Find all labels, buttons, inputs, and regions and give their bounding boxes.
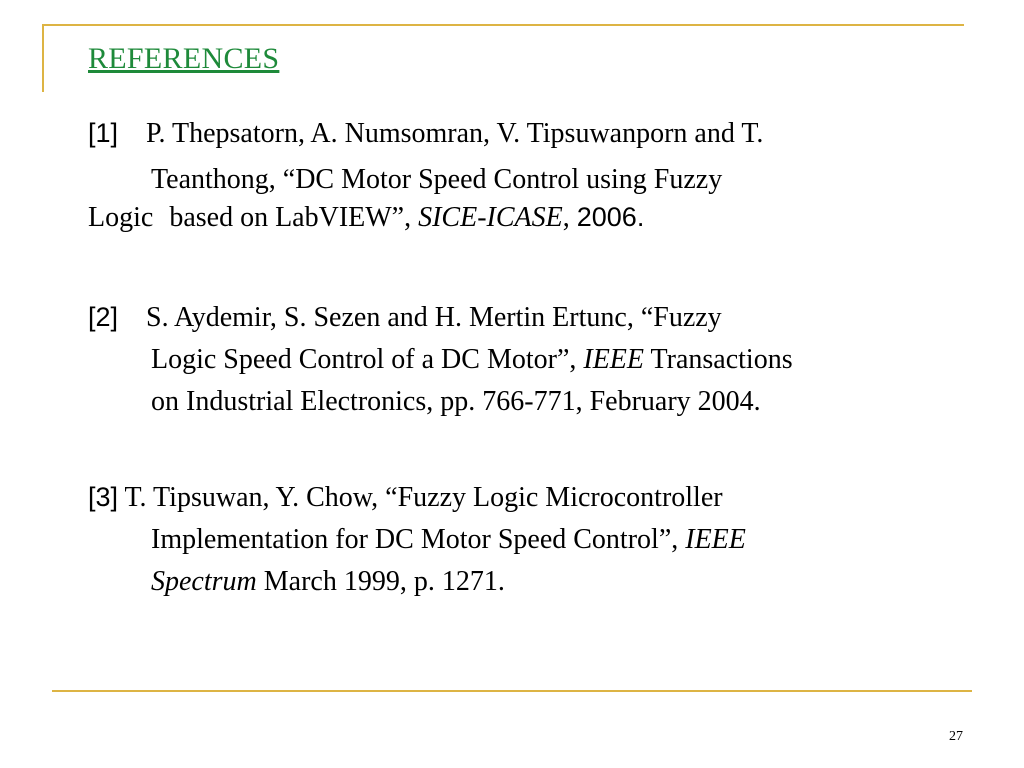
reference-1-line-3: Logic based on LabVIEW”, SICE-ICASE, 2006. (88, 202, 645, 233)
reference-2-line-1: [2] S. Aydemir, S. Sezen and H. Mertin Ertunc, “Fuzzy (88, 302, 722, 333)
bottom-accent-line (52, 690, 972, 692)
reference-3-line-3: Spectrum March 1999, p. 1271. (151, 566, 505, 597)
page-number: 27 (949, 729, 963, 744)
reference-1-line-1: [1] P. Thepsatorn, A. Numsomran, V. Tipsuwanporn and T. (88, 118, 764, 149)
slide-title: REFERENCES (88, 42, 280, 75)
reference-2-line-3: on Industrial Electronics, pp. 766-771, February 2004. (151, 386, 761, 417)
reference-3-venue: IEEE (685, 524, 746, 555)
reference-1-number: [1] (88, 118, 119, 148)
reference-1-venue: SICE-ICASE (418, 202, 563, 233)
reference-2-venue: IEEE (583, 344, 645, 375)
reference-2-number: [2] (88, 302, 119, 332)
reference-2-line-2: Logic Speed Control of a DC Motor”, IEEE Transactions (151, 344, 793, 375)
reference-3-line-2: Implementation for DC Motor Speed Control”, IEEE (151, 524, 746, 555)
top-accent-line (42, 24, 964, 26)
reference-3-line-1: [3] T. Tipsuwan, Y. Chow, “Fuzzy Logic Microcontroller (88, 482, 723, 513)
reference-3-number: [3] (88, 482, 119, 512)
reference-1-line-2: Teanthong, “DC Motor Speed Control using Fuzzy (151, 164, 723, 195)
left-accent-line (42, 24, 44, 92)
reference-1-year: 2006. (576, 202, 645, 232)
